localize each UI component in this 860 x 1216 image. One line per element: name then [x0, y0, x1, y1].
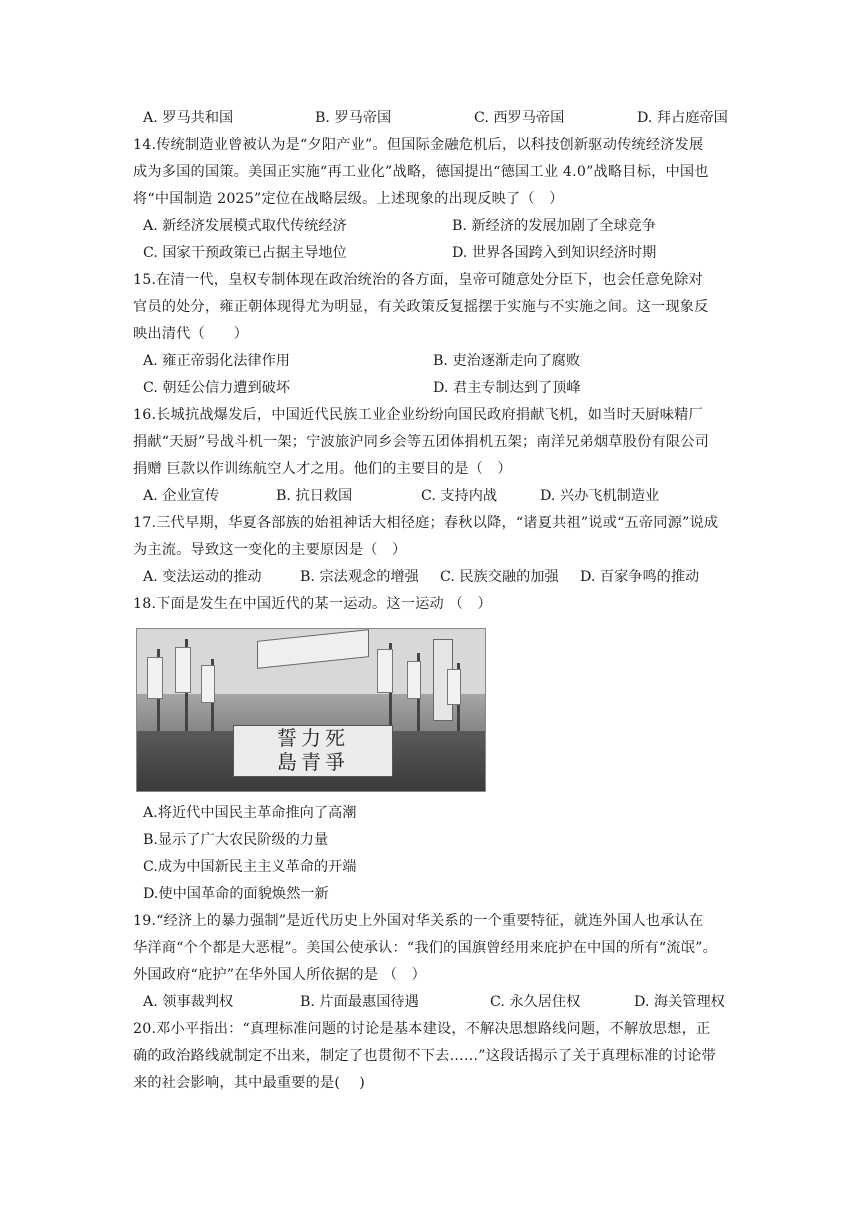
q19-option-c[interactable]: C. 永久居住权	[490, 994, 581, 1010]
q16-option-c[interactable]: C. 支持内战	[421, 488, 498, 504]
q16-stem-line-3: 捐赠 巨款以作训练航空人才之用。他们的主要目的是（ ）	[133, 461, 512, 477]
q19-option-b[interactable]: B. 片面最惠国待遇	[300, 994, 419, 1010]
q18-option-d[interactable]: D.使中国革命的面貌焕然一新	[143, 886, 329, 902]
q18-option-a[interactable]: A.将近代中国民主革命推向了高潮	[143, 805, 357, 821]
q16-option-a[interactable]: A. 企业宣传	[143, 488, 220, 504]
q14-stem-line-2: 成为多国的国策。美国正实施“再工业化”战略，德国提出“德国工业 4.0”战略目标，中国也	[133, 164, 709, 180]
q19-stem-line-3: 外国政府“庇护”在华外国人所依据的是 （ ）	[133, 967, 426, 983]
q15-option-a[interactable]: A. 雍正帝弱化法律作用	[143, 353, 290, 369]
q15-stem-line-2: 官员的处分，雍正朝体现得尤为明显，有关政策反复摇摆于实施与不实施之间。这一现象反	[133, 299, 709, 315]
q18-stem-line-1: 18.下面是发生在中国近代的某一运动。这一运动 （ ）	[133, 596, 492, 612]
q17-option-d[interactable]: D. 百家争鸣的推动	[580, 569, 700, 585]
q15-stem-line-3: 映出清代（ ）	[133, 326, 249, 342]
q16-option-d[interactable]: D. 兴办飞机制造业	[540, 488, 660, 504]
q14-option-c[interactable]: C. 国家干预政策已占据主导地位	[143, 245, 347, 261]
q17-stem-line-2: 为主流。导致这一变化的主要原因是（ ）	[133, 542, 407, 558]
may-fourth-protest-photo	[136, 628, 486, 792]
q19-stem-line-1: 19.“经济上的暴力强制”是近代历史上外国对华关系的一个重要特征，就连外国人也承认在	[133, 913, 704, 929]
q14-option-a[interactable]: A. 新经济发展模式取代传统经济	[143, 218, 347, 234]
q16-stem-line-1: 16.长城抗战爆发后，中国近代民族工业企业纷纷向国民政府捐献飞机，如当时天厨味精厂	[133, 407, 703, 423]
q14-option-b[interactable]: B. 新经济的发展加剧了全球竞争	[452, 218, 656, 234]
q13-option-d[interactable]: D. 拜占庭帝国	[637, 110, 728, 126]
q13-option-a[interactable]: A. 罗马共和国	[143, 110, 234, 126]
q15-option-c[interactable]: C. 朝廷公信力遭到破坏	[143, 380, 291, 396]
q20-stem-line-1: 20.邓小平指出：“真理标准问题的讨论是基本建设，不解决思想路线问题，不解放思想，正	[133, 1021, 711, 1037]
q16-option-b[interactable]: B. 抗日救国	[276, 488, 353, 504]
photo-banner-text: 誓力死 島青爭	[233, 725, 393, 777]
q17-option-b[interactable]: B. 宗法观念的增强	[300, 569, 419, 585]
q15-stem-line-1: 15.在清一代，皇权专制体现在政治统治的各方面，皇帝可随意处分臣下，也会任意免除对	[133, 272, 703, 288]
q14-stem-line-3: 将“中国制造 2025”定位在战略层级。上述现象的出现反映了（ ）	[133, 191, 564, 207]
q17-option-c[interactable]: C. 民族交融的加强	[440, 569, 559, 585]
q18-option-c[interactable]: C.成为中国新民主主义革命的开端	[143, 859, 357, 875]
q14-option-d[interactable]: D. 世界各国跨入到知识经济时期	[452, 245, 657, 261]
q15-option-d[interactable]: D. 君主专制达到了顶峰	[433, 380, 581, 396]
q20-stem-line-3: 来的社会影响，其中最重要的是( )	[133, 1075, 365, 1091]
q16-stem-line-2: 捐献“天厨”号战斗机一架；宁波旅沪同乡会等五团体捐机五架；南洋兄弟烟草股份有限公司	[133, 434, 710, 450]
q19-stem-line-2: 华洋商“个个都是大恶棍”。美国公使承认：“我们的国旗曾经用来庇护在中国的所有“流氓”。	[133, 940, 717, 956]
q19-option-d[interactable]: D. 海关管理权	[634, 994, 725, 1010]
q18-option-b[interactable]: B.显示了广大农民阶级的力量	[143, 832, 329, 848]
q15-option-b[interactable]: B. 吏治逐渐走向了腐败	[433, 353, 581, 369]
q13-option-b[interactable]: B. 罗马帝国	[315, 110, 392, 126]
q17-option-a[interactable]: A. 变法运动的推动	[143, 569, 262, 585]
q19-option-a[interactable]: A. 领事裁判权	[143, 994, 234, 1010]
q20-stem-line-2: 确的政治路线就制定不出来，制定了也贯彻不下去……”这段话揭示了关于真理标准的讨论带	[133, 1048, 716, 1064]
q13-option-c[interactable]: C. 西罗马帝国	[474, 110, 565, 126]
q14-stem-line-1: 14.传统制造业曾被认为是“夕阳产业”。但国际金融危机后，以科技创新驱动传统经济发展	[133, 137, 704, 153]
q17-stem-line-1: 17.三代早期，华夏各部族的始祖神话大相径庭；春秋以降，“诸夏共祖”说或“五帝同源”说成	[133, 515, 719, 531]
